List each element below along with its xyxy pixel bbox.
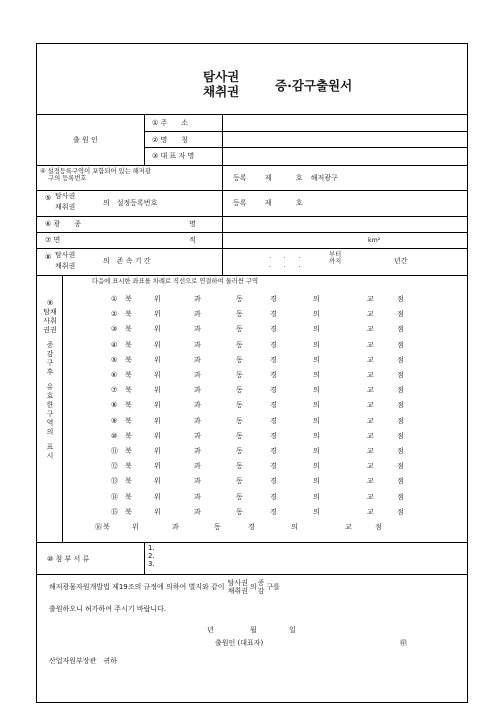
point-text: 의 [313,371,320,379]
point-text: 의 [313,431,320,440]
row9-side-char: 의 [46,428,54,436]
row8-dates [269,253,300,269]
row8-kind2: 채취권 [55,262,76,270]
point-text: 과 [194,371,201,379]
point-number: ⑪ [111,447,118,455]
point-text: 경 [270,507,277,516]
point-text: 교 [367,325,374,334]
footer-incdec-stack [258,579,265,595]
row8-label: 의 존 속 기 간 [103,257,151,265]
point-number: ⑮ [111,507,118,516]
row8-dots-line2: . . . [269,262,301,269]
point-number: ① [111,295,118,303]
point-text: 위 [154,325,161,334]
point-text: 의 [313,477,320,486]
row8-until: 까지 [329,258,342,265]
row5-kind-stack [55,192,75,211]
point-text: 동 [236,401,243,410]
point-text: 과 [194,416,201,425]
row4-seabed: 해저광구 [310,174,338,182]
point-text: 의 [313,401,320,410]
point-text: 점 [397,401,404,410]
point-text: 교 [367,447,374,455]
point-text: 동 [236,462,243,471]
point-text: 교 [367,371,374,379]
title-kind-stack [203,69,239,99]
point-number: ② [111,310,118,319]
point-number: ③ [111,325,118,334]
point-text: 경 [270,325,277,334]
point-text: 교 [367,492,374,501]
point-number: ⑬ [111,477,118,486]
point-text: 과 [194,431,201,440]
row9-side-label [39,299,61,461]
row5-ho: 호 [295,199,303,207]
footer-seal: ㊞ [400,639,407,647]
point-number: ⑩ [111,431,118,440]
point-text: 점 [397,325,404,334]
row5-je: 제 [264,199,272,207]
point-number: ⑯ [95,523,102,531]
point-text: 위 [154,477,161,486]
point-text: 점 [397,492,404,501]
point-text: 점 [397,355,404,364]
point-text: 교 [367,355,374,364]
point-text: 경 [270,295,277,303]
applicant-label: 출 원 인 [73,136,98,144]
point-text: 동 [214,523,221,531]
point-text: 의 [313,447,320,455]
point-text: 의 [313,507,320,516]
point-text: 동 [236,507,243,516]
row8-from: 부터 [329,251,342,258]
row9-side-char: 구 [46,359,54,367]
point-text: 위 [154,492,161,501]
point-text: 의 [313,416,320,425]
point-number: ⑨ [111,416,118,425]
point-text: 의 [313,340,320,349]
point-text: 동 [236,355,243,364]
point-text: 과 [194,401,201,410]
row5-kind2: 채취권 [55,203,76,211]
row9-side-char: 사취 [43,317,57,325]
footer-recipient: 산업자원부장관 귀하 [49,657,117,665]
row8-kind1: 탐사권 [55,251,76,259]
point-text: 의 [291,523,298,531]
attachment-3: 3. [148,560,155,568]
point-text: 북 [125,447,132,455]
footer-kind2: 채취권 [227,587,248,595]
point-text: 과 [194,325,201,334]
point-text: 동 [236,492,243,501]
point-text: 북 [125,477,132,486]
point-text: 점 [397,340,404,349]
point-text: 북 [125,371,132,379]
row9-side-char: 효 [46,392,54,400]
point-text: 과 [194,447,201,455]
point-number: ④ [111,340,118,349]
point-text: 교 [367,431,374,440]
row8-prefix: ⑧ [45,253,52,261]
row7-label: ⑦ 면 [45,236,61,244]
point-text: 북 [125,340,132,349]
point-text: 과 [194,477,201,486]
attachment-2: 2. [148,552,155,560]
point-text: 의 [313,355,320,364]
point-text: 동 [236,431,243,440]
row9-side-label-column [39,299,61,461]
row9-side-char: 탐채 [43,308,57,316]
point-text: 위 [154,507,161,516]
point-text: 북 [125,355,132,364]
point-text: 경 [270,447,277,455]
footer-kind1: 탐사권 [227,579,248,587]
row6-suffix: 명 [189,220,196,228]
point-text: 위 [154,371,161,379]
point-text: 동 [236,310,243,319]
point-text: 과 [172,523,179,531]
point-text: 점 [397,416,404,425]
row8-dots-line1: . . . [269,253,301,260]
point-text: 점 [397,295,404,303]
point-text: 점 [397,371,404,379]
point-text: 경 [270,462,277,471]
point-text: 경 [270,431,277,440]
point-text: 경 [270,477,277,486]
point-text: 경 [270,310,277,319]
point-text: 경 [270,386,277,395]
point-text: 점 [397,477,404,486]
point-text: 북 [125,386,132,395]
footer-dec: 감 [257,587,265,595]
row6-label: ⑥ 광 종 [45,220,82,228]
row7-suffix: 적 [189,236,196,244]
row9-side-char: 유 [46,383,54,391]
point-number: ⑭ [111,492,118,501]
point-text: 위 [154,386,161,395]
point-text: 북 [125,325,132,334]
title-kind1: 탐사권 [203,69,240,84]
row4-ho: 호 [295,174,303,182]
row9-side-char: 권권 [43,326,57,334]
point-text: 경 [270,371,277,379]
point-text: 교 [367,507,374,516]
row9-side-char: 증 [46,341,54,349]
point-text: 점 [397,310,404,319]
point-text: 위 [154,462,161,471]
footer-text-line2: 출원하오니 허가하여 주시기 바랍니다. [49,605,167,613]
point-text: 북 [125,431,132,440]
representative-label: ③ 대 표 자 명 [152,152,195,160]
row5-value [233,199,303,207]
point-text: 위 [154,340,161,349]
point-text: 동 [236,340,243,349]
point-text: 과 [194,295,201,303]
point-text: 점 [397,447,404,455]
point-text: 북 [125,462,132,471]
point-text: 위 [154,447,161,455]
point-text: 교 [367,477,374,486]
form-title: 증·감구출원서 [275,78,353,93]
point-text: 위 [154,295,161,303]
row9-instruction: 다음에 표시한 좌표를 차례로 직선으로 연결하여 둘러싼 구역 [92,278,259,285]
point-text: 동 [236,416,243,425]
point-text: 과 [194,340,201,349]
point-text: 동 [236,325,243,334]
application-form [36,43,468,703]
point-text: 위 [154,431,161,440]
point-text: 북 [125,492,132,501]
point-text: 경 [270,340,277,349]
point-text: 의 [313,386,320,395]
row8-years: 년간 [394,257,408,265]
point-text: 동 [236,477,243,486]
row9-side-char: ⑨ [46,299,54,307]
point-number: ⑫ [111,462,118,471]
point-text: 과 [194,462,201,471]
row9-side-char: 표 [46,443,54,451]
row4-label-line2: 구의 등록번호 [48,175,87,182]
point-number: ⑥ [111,371,118,379]
footer-date [207,626,296,634]
point-text: 점 [397,507,404,516]
row9-side-char: 한 [46,401,54,409]
point-text: 교 [367,310,374,319]
footer-month: 월 [250,626,257,634]
point-text: 의 [313,325,320,334]
row9-side-char: 역 [46,419,54,427]
row4-value [233,174,338,182]
footer-kind-stack [228,579,248,595]
point-text: 교 [367,401,374,410]
point-text: 교 [367,462,374,471]
point-text: 경 [270,355,277,364]
footer-before: 해저광물자원개발법 제19조의 규정에 의하여 별지와 같이 [49,583,225,591]
footer-day: 일 [289,626,296,634]
point-text: 북 [125,310,132,319]
point-text: 위 [154,355,161,364]
row9-side-char: 후 [46,368,54,376]
point-text: 과 [194,355,201,364]
point-text: 점 [397,431,404,440]
footer-applicant: 출원인 (대표자) [215,639,264,647]
point-text: 동 [236,447,243,455]
row5-label: 의 설정등록번호 [103,199,158,207]
point-text: 점 [375,523,382,531]
point-text: 동 [236,371,243,379]
row4-label [40,168,151,182]
point-text: 경 [270,492,277,501]
point-text: 북 [125,507,132,516]
row5-prefix: ⑤ [45,194,52,202]
point-text: 과 [194,386,201,395]
row4-je: 제 [264,174,272,182]
point-text: 교 [367,340,374,349]
footer-tail: 구를 [266,583,280,591]
point-text: 과 [194,507,201,516]
point-text: 교 [367,386,374,395]
footer-text-line1 [49,579,280,595]
footer-inc: 증 [257,579,265,587]
row4-reg: 등록 [233,174,247,182]
row8-from-until [329,251,341,265]
footer-year: 년 [207,626,214,634]
point-text: 북 [103,523,110,531]
row10-items [148,544,155,568]
point-text: 과 [194,492,201,501]
point-text: 의 [313,462,320,471]
row10-label: ⑩ 첨 부 서 류 [47,555,90,563]
point-text: 북 [125,416,132,425]
point-text: 동 [236,386,243,395]
row7-unit: km² [368,237,381,244]
point-text: 교 [345,523,352,531]
point-text: 의 [313,295,320,303]
point-text: 북 [125,295,132,303]
row9-side-char: 구 [46,410,54,418]
row5-kind1: 탐사권 [55,192,76,200]
point-text: 의 [313,492,320,501]
point-text: 의 [313,310,320,319]
point-text: 북 [125,401,132,410]
point-text: 위 [154,401,161,410]
point-text: 교 [367,295,374,303]
attachment-1: 1. [148,544,155,552]
point-text: 과 [194,310,201,319]
point-number: ⑦ [111,386,118,395]
row4-label-line1: ④ 설정등록구역이 포함되어 있는 해저광 [40,168,151,175]
point-number: ⑤ [111,355,118,364]
row8-kind-stack [55,251,75,270]
name-label: ② 명 칭 [152,136,189,144]
point-text: 위 [132,523,139,531]
row5-reg: 등록 [233,199,247,207]
title-kind2: 채취권 [203,84,240,99]
point-text: 위 [154,416,161,425]
row9-side-char: 감 [46,350,54,358]
point-text: 경 [270,401,277,410]
point-text: 위 [154,310,161,319]
point-text: 교 [367,416,374,425]
footer-mid: 의 [249,583,257,591]
row9-side-char: 시 [46,452,54,460]
address-label: ① 주 소 [152,119,189,127]
point-text: 경 [248,523,255,531]
point-text: 경 [270,416,277,425]
point-text: 동 [236,295,243,303]
point-text: 점 [397,386,404,395]
point-text: 점 [397,462,404,471]
point-number: ⑧ [111,401,118,410]
